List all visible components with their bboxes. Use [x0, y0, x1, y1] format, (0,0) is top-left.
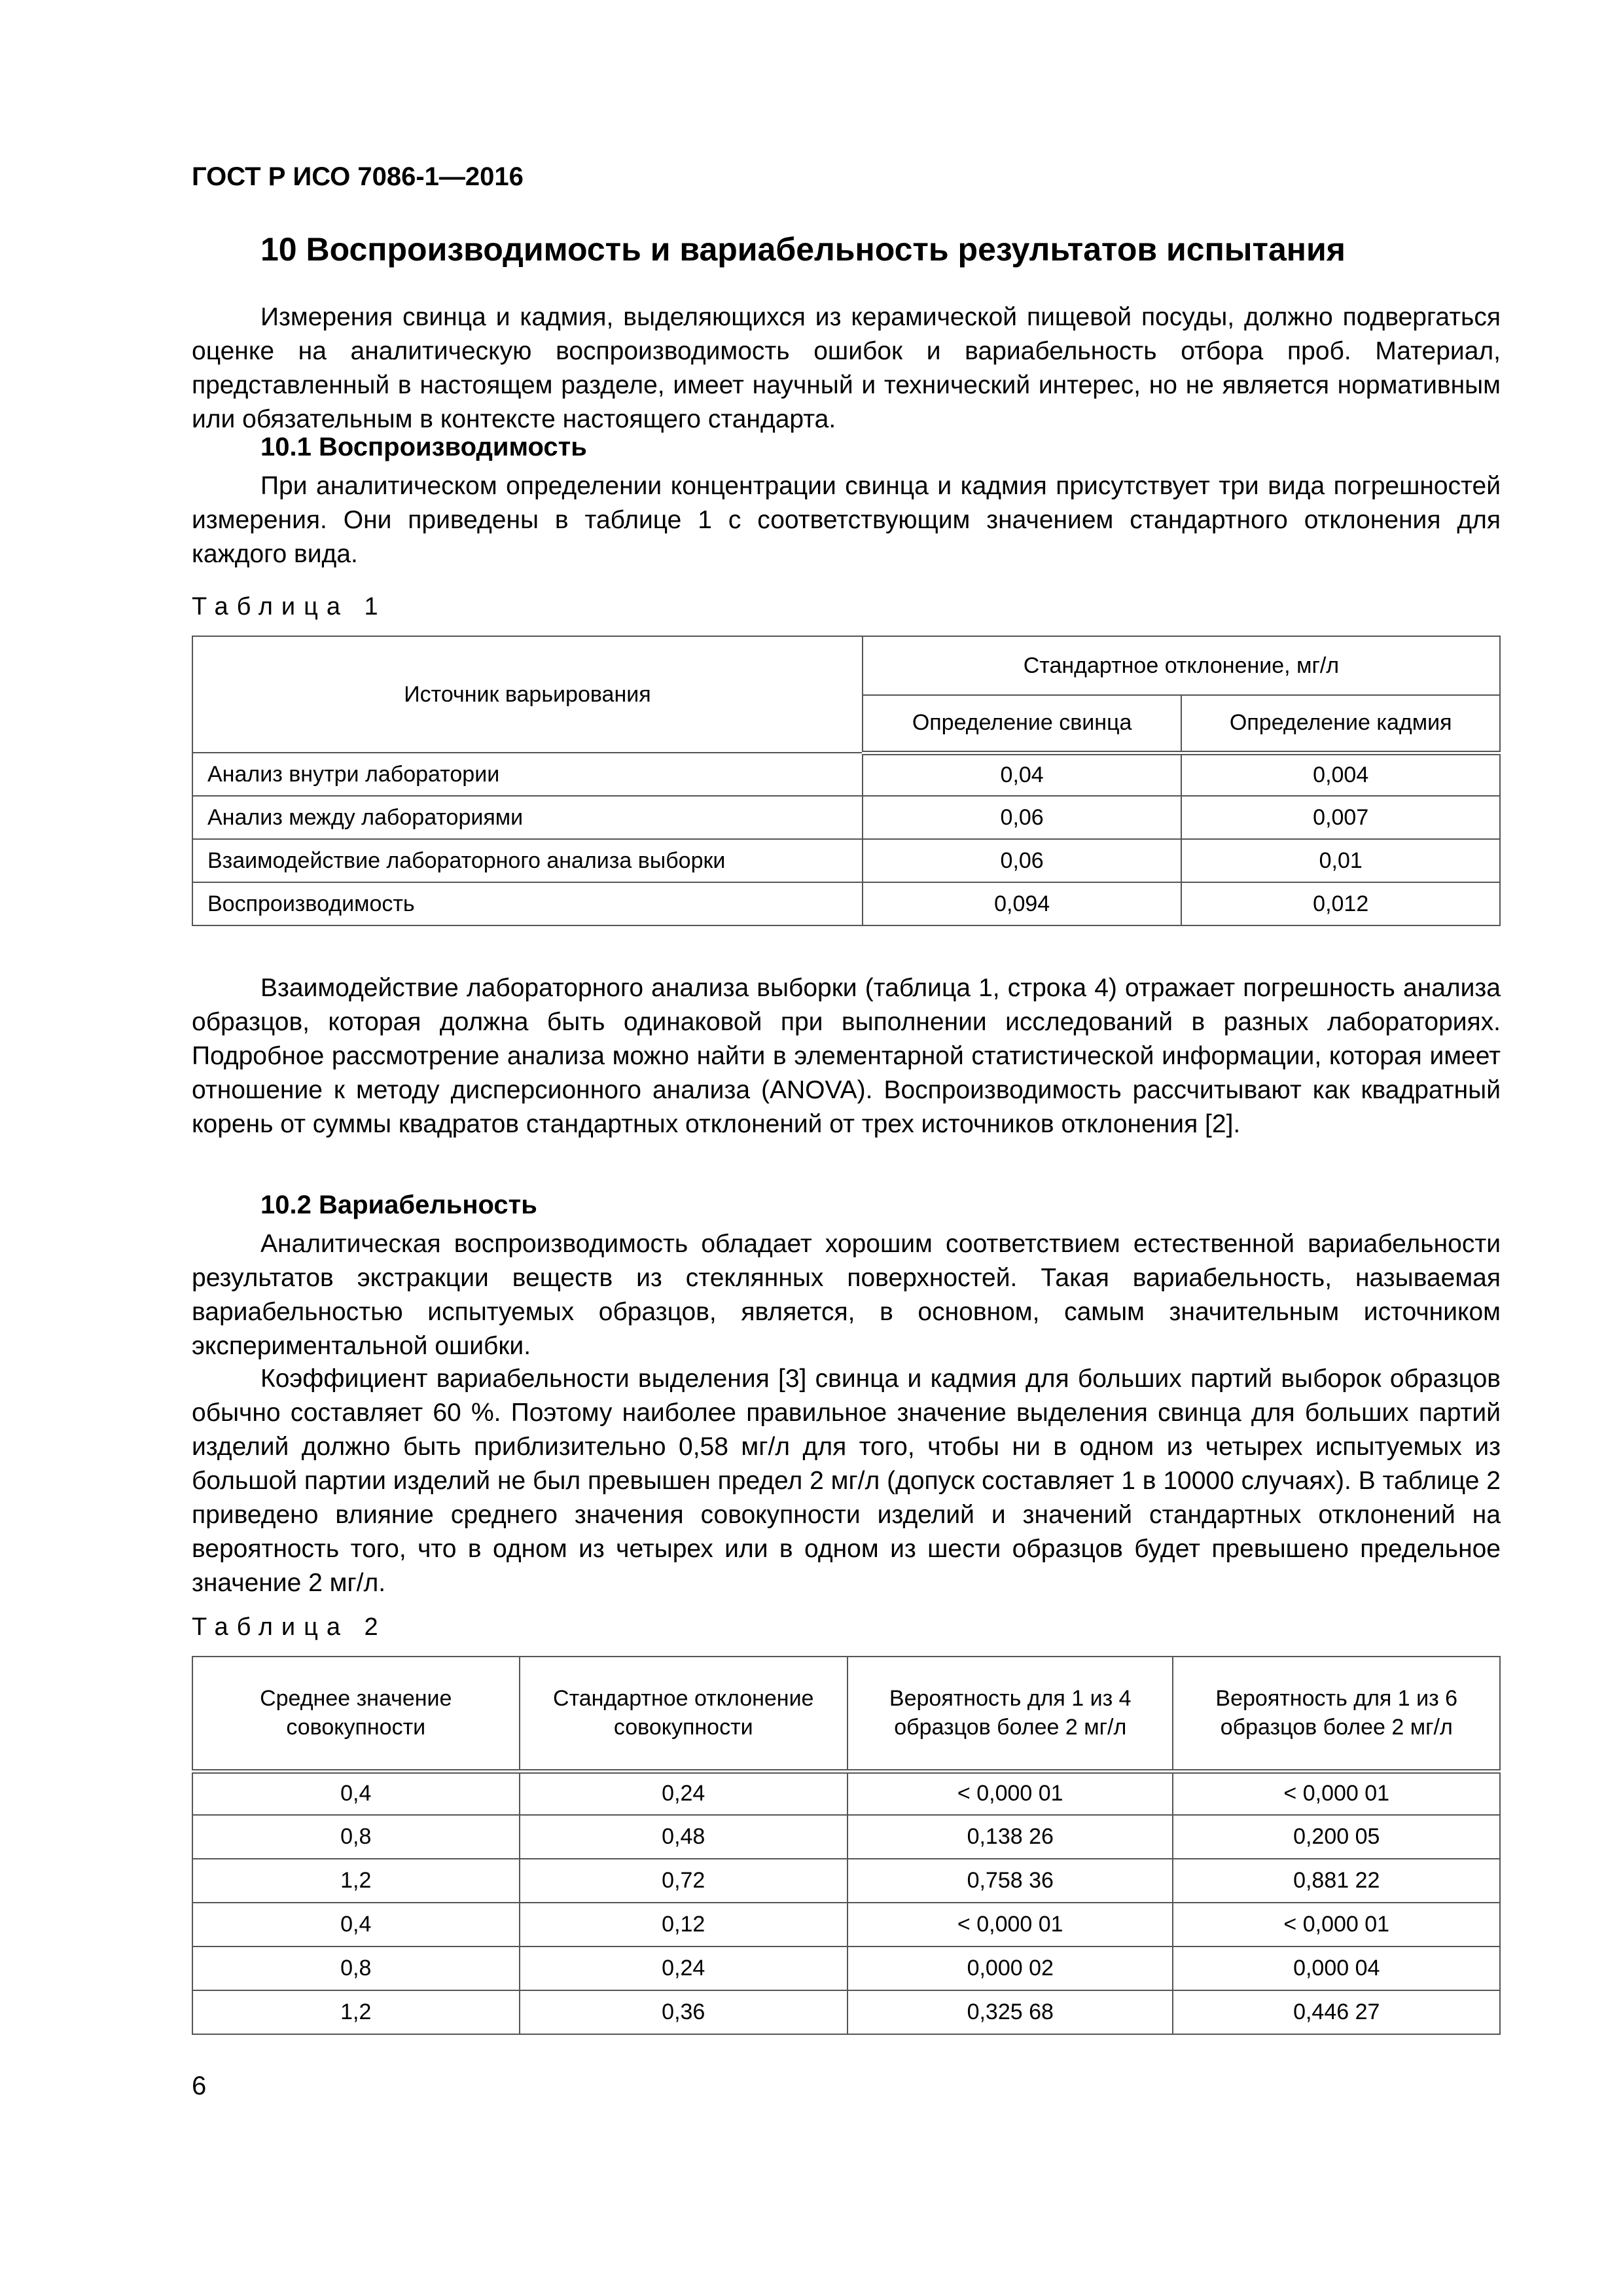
table-2-cell: 0,4: [192, 1771, 520, 1815]
document-header: ГОСТ Р ИСО 7086-1—2016: [192, 162, 524, 191]
table-2-cell: 0,446 27: [1173, 1990, 1500, 2034]
table-1: [192, 636, 1501, 926]
table-2-cell: 0,72: [520, 1859, 848, 1903]
table-1-cell-lead: 0,094: [863, 882, 1182, 925]
table-2-cell: 0,000 02: [847, 1946, 1173, 1990]
variability-paragraph-1: Аналитическая воспроизводимость обладает хорошим соответствием естественной вариабельности результатов экстракции веществ из стеклянных поверхностей. Такая вариабельность, называемая вариабельностью испытуемых образцов, является, в основном, самым значительным источником экспериментальной ошибки.: [192, 1230, 1501, 1360]
table-2-cell: 1,2: [192, 1859, 520, 1903]
table-2-header-mean: Среднее значение совокупности: [192, 1657, 520, 1771]
table-1-caption: Таблица 1: [192, 593, 387, 620]
table-2-header-prob-6: Вероятность для 1 из 6 образцов более 2 мг/л: [1173, 1657, 1500, 1771]
subsection-title-variability: 10.2 Вариабельность: [260, 1191, 537, 1219]
table-1-header-source: Источник варьирования: [192, 636, 863, 753]
table-row: [192, 753, 1500, 796]
table-1-header-sd: Стандартное отклонение, мг/л: [863, 636, 1500, 695]
table-2-cell: < 0,000 01: [847, 1903, 1173, 1946]
table-2-cell: 0,24: [520, 1771, 848, 1815]
table-2-cell: 0,36: [520, 1990, 848, 2034]
table-row: [192, 1946, 1500, 1990]
table-2-cell: 0,138 26: [847, 1815, 1173, 1859]
table-2-cell: < 0,000 01: [1173, 1771, 1500, 1815]
table-1-header-lead: Определение свинца: [863, 695, 1182, 753]
subsection-title-reproducibility: 10.1 Воспроизводимость: [260, 433, 587, 461]
table-2-header-prob-4: Вероятность для 1 из 4 образцов более 2 мг/л: [847, 1657, 1173, 1771]
table-1-cell-cadmium: 0,012: [1181, 882, 1500, 925]
section-title: 10 Воспроизводимость и вариабельность результатов испытания: [260, 231, 1346, 268]
table-2-cell: 0,8: [192, 1815, 520, 1859]
table-1-cell-source: Анализ между лабораториями: [192, 796, 863, 839]
table-2-cell: 0,8: [192, 1946, 520, 1990]
table-row: [192, 1815, 1500, 1859]
variability-paragraph-2: Коэффициент вариабельности выделения [3] свинца и кадмия для больших партий выборок образцов обычно составляет 60 %. Поэтому наиболее правильное значение выделения свинца для больших партий изделий должно быть приблизительно 0,58 мг/л для того, чтобы ни в одном из четырех испытуемых из большой партии изделий не был превышен предел 2 мг/л (допуск составляет 1 в 10000 случаях). В таблице 2 приведено влияние среднего значения совокупности изделий и значений стандартных отклонений на вероятность того, что в одном из четырех или в одном из шести образцов будет превышено предельное значение 2 мг/л.: [192, 1365, 1501, 1597]
table-1-header-cadmium: Определение кадмия: [1181, 695, 1500, 753]
reproducibility-paragraph: При аналитическом определении концентрации свинца и кадмия присутствует три вида погрешностей измерения. Они приведены в таблице 1 с соответствующим значением стандартного отклонения для каждого вида.: [192, 472, 1501, 568]
intro-paragraph: Измерения свинца и кадмия, выделяющихся из керамической пищевой посуды, должно подвергаться оценке на аналитическую воспроизводимость ошибок и вариабельность отбора проб. Материал, представленный в настоящем разделе, имеет научный и технический интерес, но не является нормативным или обязательным в контексте настоящего стандарта.: [192, 303, 1501, 433]
table-2-cell: 0,12: [520, 1903, 848, 1946]
table-row: [192, 882, 1500, 925]
table-row: [192, 1771, 1500, 1815]
table-2-cell: 0,000 04: [1173, 1946, 1500, 1990]
table-2-cell: 0,4: [192, 1903, 520, 1946]
table-1-cell-source: Анализ внутри лаборатории: [192, 753, 863, 796]
table-2-cell: 0,200 05: [1173, 1815, 1500, 1859]
table-2-cell: 0,48: [520, 1815, 848, 1859]
table-row: [192, 1859, 1500, 1903]
table-2-cell: < 0,000 01: [1173, 1903, 1500, 1946]
table-1-cell-lead: 0,06: [863, 839, 1182, 882]
table-2-cell: 0,881 22: [1173, 1859, 1500, 1903]
table-2-header-sd: Стандартное отклонение совокупности: [520, 1657, 848, 1771]
table-row: [192, 796, 1500, 839]
table-1-cell-cadmium: 0,01: [1181, 839, 1500, 882]
table-2-cell: 0,758 36: [847, 1859, 1173, 1903]
table-1-cell-cadmium: 0,004: [1181, 753, 1500, 796]
table-2-caption: Таблица 2: [192, 1613, 387, 1641]
table-row: [192, 1990, 1500, 2034]
table-2-cell: 0,325 68: [847, 1990, 1173, 2034]
table-2-cell: 0,24: [520, 1946, 848, 1990]
table-1-cell-cadmium: 0,007: [1181, 796, 1500, 839]
table-row: [192, 1903, 1500, 1946]
table-2-cell: < 0,000 01: [847, 1771, 1173, 1815]
page-number: 6: [192, 2072, 207, 2100]
table-1-cell-source: Воспроизводимость: [192, 882, 863, 925]
interaction-paragraph: Взаимодействие лабораторного анализа выборки (таблица 1, строка 4) отражает погрешность анализа образцов, которая должна быть одинаковой при выполнении исследований в разных лабораториях. Подробное рассмотрение анализа можно найти в элементарной статистической информации, которая имеет отношение к методу дисперсионного анализа (ANOVA). Воспроизводимость рассчитывают как квадратный корень от суммы квадратов стандартных отклонений от трех источников отклонения [2].: [192, 974, 1501, 1138]
table-row: [192, 839, 1500, 882]
table-1-cell-lead: 0,06: [863, 796, 1182, 839]
table-2-cell: 1,2: [192, 1990, 520, 2034]
table-2: [192, 1656, 1501, 2035]
table-1-cell-source: Взаимодействие лабораторного анализа выборки: [192, 839, 863, 882]
table-1-cell-lead: 0,04: [863, 753, 1182, 796]
